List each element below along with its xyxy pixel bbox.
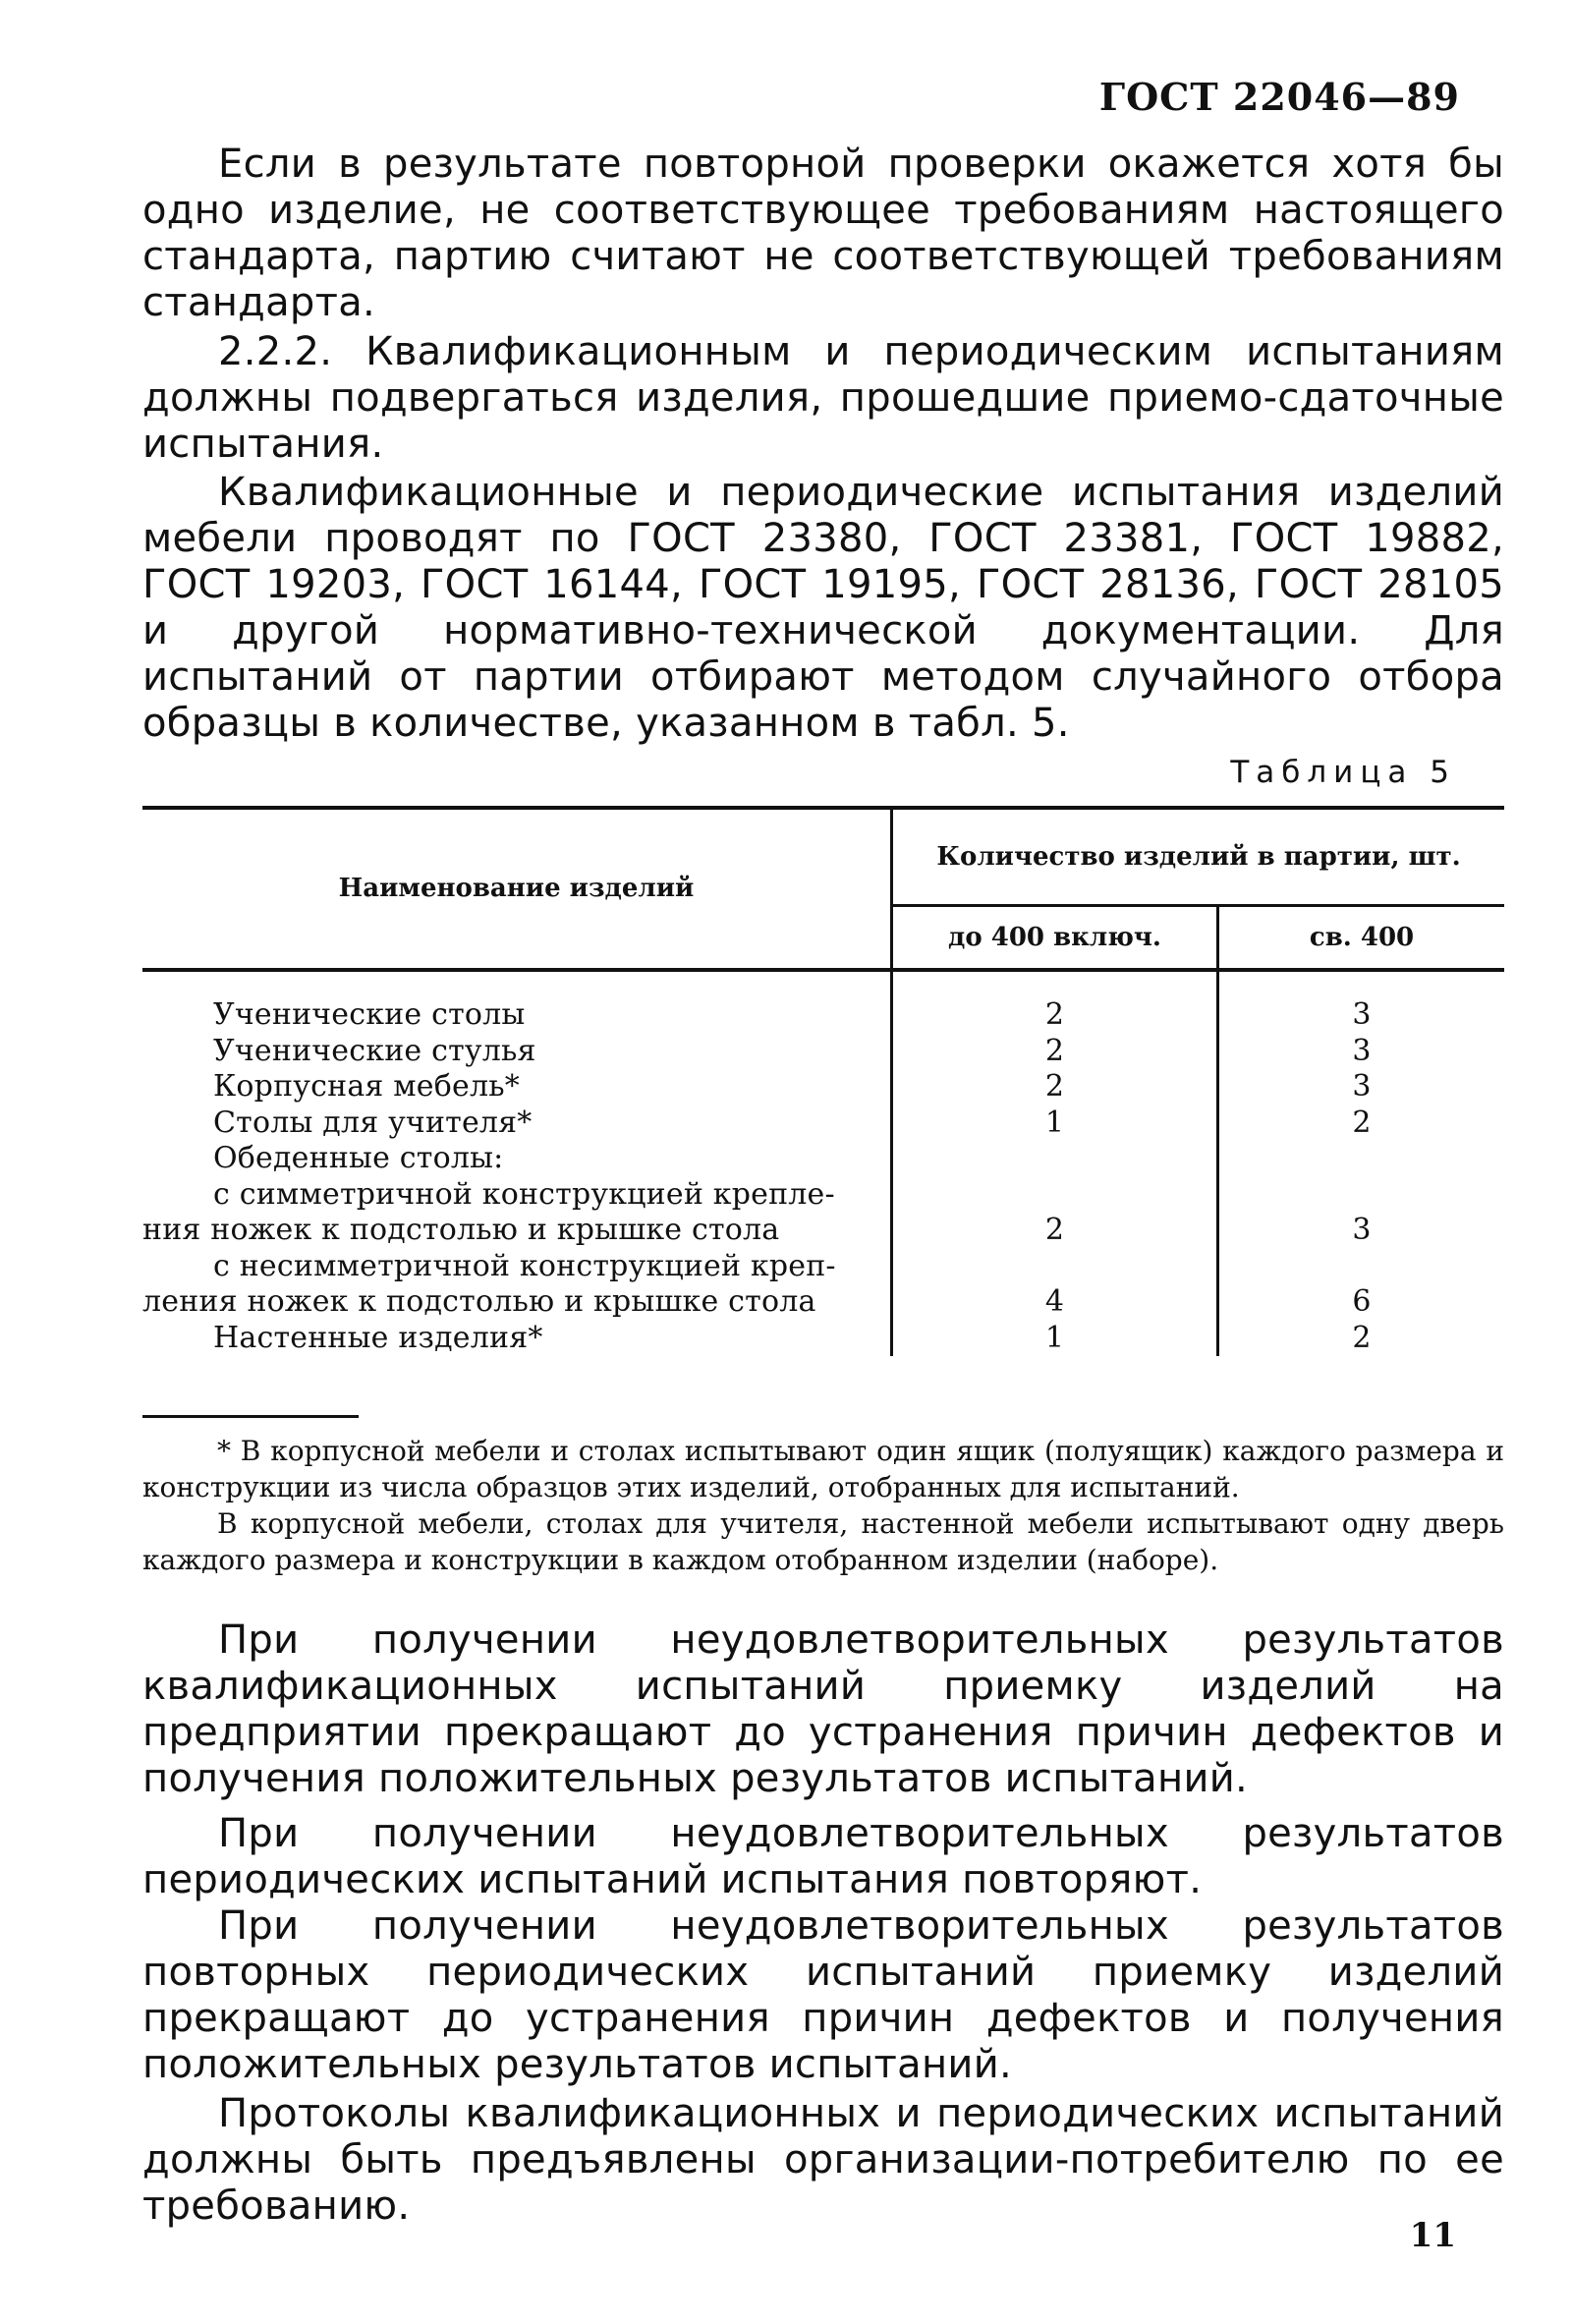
row-item-name bbox=[142, 1177, 892, 1214]
paragraph: При получении неудовлетворительных результатов повторных периодических испытаний приемку изделий прекращают до устранения причин дефектов и получения положительных результатов испытаний. bbox=[142, 1903, 1504, 2087]
table-row bbox=[142, 1321, 1504, 1357]
item-name-text: Настенные изделия* bbox=[213, 1320, 543, 1355]
row-item-name bbox=[142, 1141, 892, 1177]
row-item-name bbox=[142, 1069, 892, 1105]
qty-up-to-400: 4 bbox=[892, 1284, 1218, 1321]
item-name-text: Корпусная мебель* bbox=[213, 1069, 520, 1104]
qty-up-to-400: 2 bbox=[892, 1069, 1218, 1105]
item-name-text: Обеденные столы: bbox=[213, 1141, 504, 1175]
qty-over-400: 2 bbox=[1352, 1320, 1372, 1355]
item-name-text: ния ножек к подстолью и крышке стола bbox=[142, 1213, 780, 1247]
footnote-separator bbox=[142, 1415, 359, 1418]
qty-up-to-400: 2 bbox=[892, 970, 1218, 1034]
table-5 bbox=[142, 806, 1504, 1356]
row-item-name bbox=[142, 1105, 892, 1142]
table-row bbox=[142, 970, 1504, 1034]
table-row bbox=[142, 1105, 1504, 1142]
item-name-text: Столы для учителя* bbox=[213, 1105, 533, 1140]
paragraph: При получении неудовлетворительных результатов квалификационных испытаний приемку изделий на предприятии прекращают до устранения причин дефектов и получения положительных результатов испытаний. bbox=[142, 1617, 1504, 1801]
qty-over-400 bbox=[1218, 1177, 1505, 1214]
page-number: 11 bbox=[1409, 2216, 1456, 2255]
qty-over-400: 2 bbox=[1352, 1105, 1372, 1140]
table-row bbox=[142, 1249, 1504, 1285]
column-header-quantity: Количество изделий в партии, шт. bbox=[892, 808, 1505, 906]
qty-up-to-400 bbox=[892, 1177, 1218, 1214]
column-header-up-to-400: до 400 включ. bbox=[892, 906, 1218, 971]
column-header-over-400: св. 400 bbox=[1218, 906, 1505, 971]
item-name-text: с несимметричной конструкцией креп- bbox=[213, 1248, 836, 1283]
table-row bbox=[142, 1141, 1504, 1177]
qty-over-400 bbox=[1218, 1249, 1505, 1285]
paragraph: Протоколы квалификационных и периодических испытаний должны быть предъявлены организации-потребителю по ее требованию. bbox=[142, 2091, 1504, 2229]
row-item-name bbox=[142, 1034, 892, 1070]
qty-up-to-400 bbox=[892, 1249, 1218, 1285]
table-row bbox=[142, 1069, 1504, 1105]
qty-over-400: 3 bbox=[1352, 1213, 1372, 1247]
paragraph: Квалификационные и периодические испытания изделий мебели проводят по ГОСТ 23380, ГОСТ 23381, ГОСТ 19882, ГОСТ 19203, ГОСТ 16144, ГОСТ 19195, ГОСТ 28136, ГОСТ 28105 и другой нормативно-технической документации. Для испытаний от партии отбирают методом случайного отбора образцы в количестве, указанном в табл. 5. bbox=[142, 470, 1504, 746]
paragraph: 2.2.2. Квалификационным и периодическим испытаниям должны подвергаться изделия, прошедшие приемо-сдаточные испытания. bbox=[142, 329, 1504, 467]
item-name-text: с симметричной конструкцией крепле- bbox=[213, 1176, 835, 1212]
paragraph: Если в результате повторной проверки окажется хотя бы одно изделие, не соответствующее требованиям настоящего стандарта, партию считают не соответствующей требованиям стандарта. bbox=[142, 142, 1504, 325]
table-body bbox=[142, 970, 1504, 1356]
paragraph: При получении неудовлетворительных результатов периодических испытаний испытания повторяют. bbox=[142, 1811, 1504, 1902]
qty-up-to-400: 1 bbox=[892, 1105, 1218, 1142]
row-item-name bbox=[142, 1213, 892, 1249]
table-row bbox=[142, 1034, 1504, 1070]
table-row bbox=[142, 1284, 1504, 1321]
footnote: В корпусной мебели, столах для учителя, настенной мебели испытывают одну дверь каждого размера и конструкции в каждом отобранном изделии (наборе). bbox=[142, 1507, 1504, 1576]
row-item-name bbox=[142, 1321, 892, 1357]
row-item-name bbox=[142, 1284, 892, 1321]
qty-over-400: 6 bbox=[1352, 1284, 1372, 1319]
qty-up-to-400: 1 bbox=[892, 1321, 1218, 1357]
qty-over-400: 3 bbox=[1352, 1033, 1372, 1068]
item-name-text: Ученические стулья bbox=[213, 1033, 536, 1068]
qty-over-400 bbox=[1218, 1141, 1505, 1177]
row-item-name bbox=[142, 1249, 892, 1285]
column-header-name: Наименование изделий bbox=[142, 808, 892, 970]
item-name-text: Ученические столы bbox=[213, 997, 526, 1032]
footnote: * В корпусной мебели и столах испытывают один ящик (полуящик) каждого размера и конструкции из числа образцов этих изделий, отобранных для испытаний. bbox=[142, 1435, 1504, 1503]
document-header: ГОСТ 22046—89 bbox=[1098, 75, 1460, 119]
row-item-name bbox=[142, 970, 892, 1034]
qty-up-to-400: 2 bbox=[892, 1213, 1218, 1249]
table-row bbox=[142, 1177, 1504, 1214]
qty-over-400: 3 bbox=[1352, 1069, 1372, 1104]
qty-up-to-400: 2 bbox=[892, 1034, 1218, 1070]
item-name-text: ления ножек к подстолью и крышке стола bbox=[142, 1284, 816, 1319]
qty-up-to-400 bbox=[892, 1141, 1218, 1177]
table-caption: Таблица 5 bbox=[1230, 755, 1456, 790]
table-row bbox=[142, 1213, 1504, 1249]
qty-over-400: 3 bbox=[1352, 997, 1372, 1032]
